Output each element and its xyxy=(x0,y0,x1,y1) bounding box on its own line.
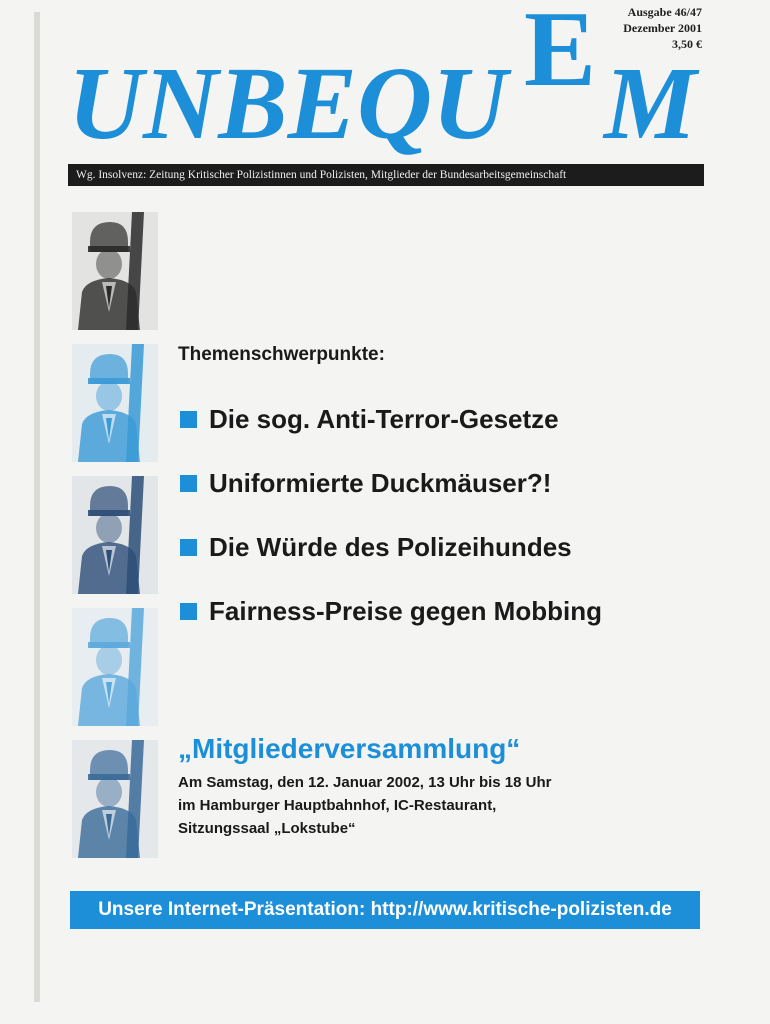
meeting-line-1: Am Samstag, den 12. Januar 2002, 13 Uhr bis 18 Uhr xyxy=(178,774,552,791)
issue-date: Dezember 2001 xyxy=(623,21,702,35)
officer-photo-3 xyxy=(72,476,158,594)
topics-heading: Themenschwerpunkte: xyxy=(178,344,385,365)
meeting-line-3: Sitzungssaal „Lokstube“ xyxy=(178,820,356,837)
topic-label: Die Würde des Polizeihundes xyxy=(209,532,572,562)
page-edge-shadow xyxy=(34,12,40,1002)
bullet-square-icon xyxy=(180,411,197,428)
subtitle-bar: Wg. Insolvenz: Zeitung Kritischer Polizistinnen und Polizisten, Mitglieder der Bundesarbeitsgemeinschaft xyxy=(68,164,704,186)
bullet-square-icon xyxy=(180,475,197,492)
meeting-title: „Mitgliederversammlung“ xyxy=(178,733,521,764)
masthead-raised-letter: E xyxy=(524,0,597,109)
topic-item xyxy=(180,596,602,627)
topic-item xyxy=(180,532,572,563)
masthead-tail: M xyxy=(604,46,697,161)
topic-item xyxy=(180,404,559,435)
officer-photo-2 xyxy=(72,344,158,462)
bullet-square-icon xyxy=(180,603,197,620)
meeting-line-2: im Hamburger Hauptbahnhof, IC-Restaurant, xyxy=(178,797,497,814)
topic-label: Fairness-Preise gegen Mobbing xyxy=(209,596,602,626)
officer-photo-5 xyxy=(72,740,158,858)
issue-number: Ausgabe 46/47 xyxy=(627,5,702,19)
topic-item xyxy=(180,468,551,499)
issue-price: 3,50 € xyxy=(672,37,702,51)
bullet-square-icon xyxy=(180,539,197,556)
topic-label: Die sog. Anti-Terror-Gesetze xyxy=(209,404,559,434)
officer-photo-1 xyxy=(72,212,158,330)
masthead-main: UNBEQU xyxy=(68,46,508,161)
website-link[interactable]: Unsere Internet-Präsentation: http://www.kritische-polizisten.de xyxy=(70,891,700,929)
topic-label: Uniformierte Duckmäuser?! xyxy=(209,468,552,498)
officer-photo-4 xyxy=(72,608,158,726)
